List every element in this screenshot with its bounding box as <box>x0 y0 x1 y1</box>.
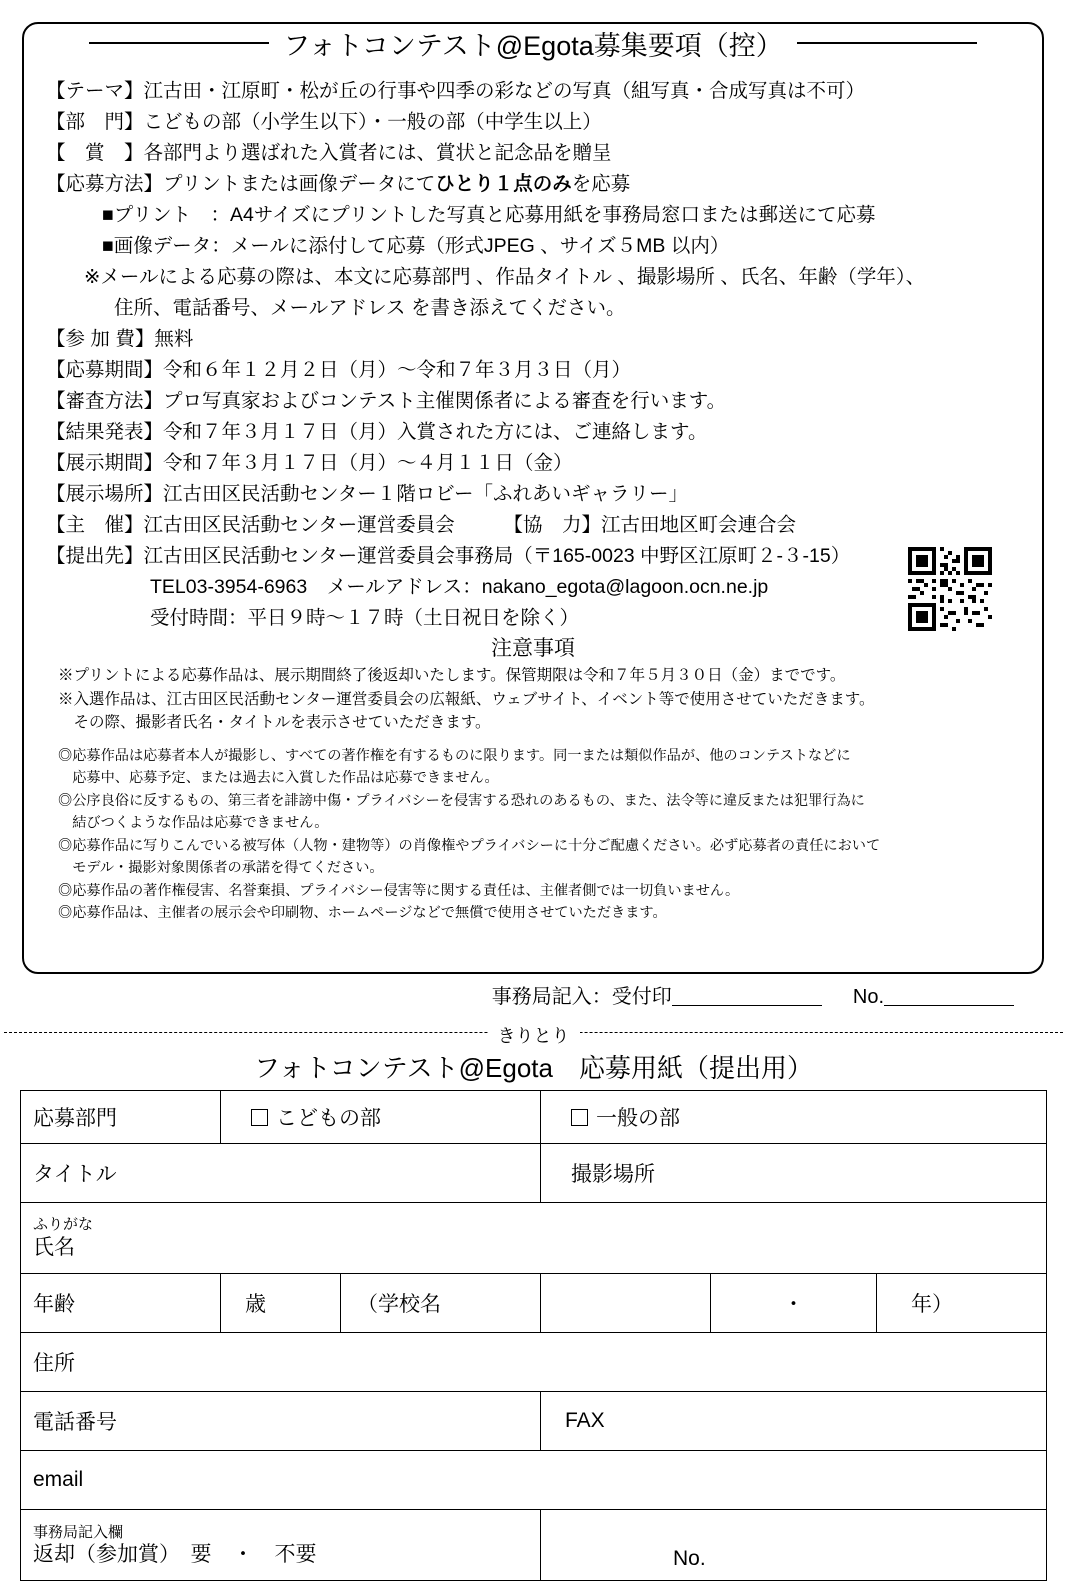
title-rule-left <box>89 42 269 44</box>
checkbox-icon[interactable] <box>251 1109 268 1126</box>
document-title-row <box>22 22 1044 64</box>
photo-place-label: 撮影場所 <box>571 1163 655 1186</box>
name-label: 氏名 <box>33 1236 75 1259</box>
furigana-label: ふりがな <box>33 1216 94 1233</box>
table-row-category <box>21 1091 1047 1144</box>
guideline-label: 【参 加 費】 <box>46 328 155 350</box>
email-field[interactable] <box>21 1451 1047 1510</box>
guideline-line-exhibit-period <box>46 448 1032 479</box>
category-child-label: こどもの部 <box>276 1107 381 1130</box>
school-field[interactable] <box>541 1274 711 1333</box>
photo-title-field[interactable] <box>21 1144 541 1203</box>
category-general-label: 一般の部 <box>596 1107 680 1130</box>
age-label: 年齢 <box>21 1274 221 1333</box>
table-row-address <box>21 1333 1047 1392</box>
guideline-text: 各部門より選ばれた入賞者には、賞状と記念品を贈呈 <box>143 142 612 164</box>
guidelines-body <box>46 76 1032 634</box>
title-rule-right <box>797 42 977 44</box>
checkbox-icon[interactable] <box>571 1109 588 1126</box>
guideline-line-division <box>46 107 1032 138</box>
table-row-email <box>21 1451 1047 1510</box>
note-line-small: ◎応募作品の著作権侵害、名誉棄損、プライバシー侵害等に関する責任は、主催者側では一切負いません。 <box>58 882 740 899</box>
table-row-office-use <box>21 1510 1047 1581</box>
guideline-text: こどもの部（小学生以下）・一般の部（中学生以上） <box>143 111 602 133</box>
guideline-line-judging <box>46 386 1032 417</box>
table-row-title <box>21 1144 1047 1203</box>
guideline-label: 【提出先】 <box>46 545 144 567</box>
guideline-line-mailnote2 <box>46 293 1032 324</box>
office-no-field[interactable] <box>541 1510 1047 1581</box>
email-label: email <box>33 1468 84 1491</box>
guideline-label: 【 賞 】 <box>46 142 144 164</box>
guideline-text: メールに添付して応募（形式JPEG 、サイズ５MB 以内） <box>230 235 730 257</box>
guideline-line-theme <box>46 76 1032 107</box>
office-no-label: No. <box>673 1547 706 1570</box>
tel-field[interactable] <box>21 1392 541 1451</box>
guideline-text: 受付時間：平日９時～１７時（土日祝日を除く） <box>150 607 580 629</box>
form-title: フォトコンテスト@Egota 応募用紙（提出用） <box>254 1053 813 1083</box>
guideline-line-results <box>46 417 1032 448</box>
application-form-table <box>20 1090 1047 1581</box>
guideline-text-tail: を応募 <box>571 173 631 195</box>
guideline-text: 江古田区民活動センター１階ロビー「ふれあいギャラリー」 <box>163 483 688 505</box>
guideline-label: 【部 門】 <box>46 111 144 133</box>
guideline-line-howto <box>46 169 1032 200</box>
note-line-small: ◎応募作品は応募者本人が撮影し、すべての著作権を有するものに限ります。同一または類似作品が、他のコンテストなどに <box>58 747 851 764</box>
note-line: ※プリントによる応募作品は、展示期間終了後返却いたします。保管期限は令和７年５月３０日（金）までです。 <box>58 667 846 684</box>
guideline-line-organizer <box>46 510 1032 541</box>
tel-label: 電話番号 <box>33 1411 117 1434</box>
note-line: その際、撮影者氏名・タイトルを表示させていただきます。 <box>58 714 491 731</box>
cut-label-wrap <box>0 1022 1067 1048</box>
office-section-label: 事務局記入欄 <box>33 1523 124 1541</box>
school-label[interactable]: （学校名 <box>341 1274 541 1333</box>
cut-label: きりとり <box>488 1026 580 1046</box>
office-no-blank[interactable] <box>884 985 1014 1006</box>
guideline-text: 無料 <box>154 328 194 350</box>
guideline-emphasis: ひとり１点のみ <box>435 173 572 195</box>
guideline-label: 【応募方法】 <box>46 173 164 195</box>
guideline-line-mailnote1 <box>46 262 1032 293</box>
table-row-name <box>21 1203 1047 1274</box>
guideline-line-hours <box>46 603 1032 634</box>
guideline-text: プロ写真家およびコンテスト主催関係者による審査を行います。 <box>163 390 727 412</box>
guideline-label: 【展示場所】 <box>46 483 164 505</box>
guideline-label: 【審査方法】 <box>46 390 164 412</box>
guideline-text: メールによる応募の際は、本文に応募部門 、作品タイトル 、撮影場所 、氏名、年齢（学年）、 <box>100 266 926 288</box>
guideline-text: 令和７年３月１７日（月）～４月１１日（金） <box>163 452 573 474</box>
age-unit: 歳 <box>221 1274 341 1333</box>
note-line-small: モデル・撮影対象関係者の承諾を得てください。 <box>58 860 384 876</box>
qr-code-icon <box>908 547 992 631</box>
category-general-option[interactable] <box>541 1091 1047 1144</box>
guideline-label: 【展示期間】 <box>46 452 164 474</box>
note-line: ※入選作品は、江古田区民活動センター運営委員会の広報紙、ウェブサイト、イベント等で使用させていただきます。 <box>58 690 875 708</box>
guideline-text: 令和６年１２月２日（月）～令和７年３月３日（月） <box>163 359 632 381</box>
guideline-line-fee <box>46 324 1032 355</box>
guideline-label: ■プリント ： <box>102 204 230 226</box>
guideline-text: プリントまたは画像データにて <box>163 173 436 195</box>
guideline-text: 江古田・江原町・松が丘の行事や四季の彩などの写真（組写真・合成写真は不可） <box>143 80 866 102</box>
table-row-age <box>21 1274 1047 1333</box>
photo-place-field[interactable] <box>541 1144 1047 1203</box>
table-row-tel-fax <box>21 1392 1047 1451</box>
guideline-line-prize <box>46 138 1032 169</box>
guideline-text: TEL03-3954-6963 メールアドレス：nakano_egota@lagoon.ocn.ne.jp <box>150 576 769 598</box>
school-year[interactable]: 年） <box>877 1274 1047 1333</box>
address-label: 住所 <box>33 1352 75 1375</box>
notes-heading: 注意事項 <box>491 637 575 660</box>
notes-gap <box>58 735 1018 745</box>
guideline-line-submit-to <box>46 541 1032 572</box>
cut-line <box>0 1022 1067 1044</box>
guideline-text: 江古田区民活動センター運営委員会 【協 力】江古田地区町会連合会 <box>143 514 796 536</box>
guideline-line-exhibit-place <box>46 479 1032 510</box>
guideline-label: ※ <box>84 266 101 288</box>
guideline-text: 江古田区民活動センター運営委員会事務局（〒165-0023 中野区江原町２-３-15） <box>143 545 851 567</box>
office-use-label: 事務局記入：受付印 <box>491 986 672 1008</box>
category-label: 応募部門 <box>21 1091 221 1144</box>
page-title: フォトコンテスト@Egota募集要項（控） <box>269 24 796 63</box>
address-field[interactable] <box>21 1333 1047 1392</box>
category-child-option[interactable] <box>221 1091 541 1144</box>
guideline-line-print <box>46 200 1032 231</box>
note-line-small: ◎公序良俗に反するもの、第三者を誹謗中傷・プライバシーを侵害する恐れのあるもの、また、法令等に違反または犯罪行為に <box>58 792 865 809</box>
guideline-text: 令和７年３月１７日（月）入賞された方には、ご連絡します。 <box>163 421 708 443</box>
office-return-field[interactable] <box>21 1510 541 1581</box>
guideline-text: 住所、電話番号、メールアドレス を書き添えてください。 <box>114 297 626 319</box>
name-field[interactable] <box>21 1203 1047 1274</box>
note-line-small: ◎応募作品に写りこんでいる被写体（人物・建物等）の肖像権やプライバシーに十分ご配慮ください。必ず応募者の責任において <box>58 837 881 854</box>
guideline-text: A4サイズにプリントした写真と応募用紙を事務局窓口または郵送にて応募 <box>230 204 876 226</box>
school-dot: ・ <box>711 1274 877 1333</box>
fax-label: FAX <box>565 1409 605 1432</box>
office-use-row <box>22 980 1044 1009</box>
guideline-label: 【主 催】 <box>46 514 144 536</box>
guideline-label: 【応募期間】 <box>46 359 164 381</box>
guideline-label: 【テーマ】 <box>46 80 144 102</box>
photo-title-label: タイトル <box>33 1163 117 1186</box>
notes-body <box>58 664 1018 925</box>
guideline-line-period <box>46 355 1032 386</box>
guideline-label: 【結果発表】 <box>46 421 164 443</box>
note-line-small: 結びつくような作品は応募できません。 <box>58 815 329 831</box>
guideline-label: ■画像データ： <box>102 235 231 257</box>
fax-field[interactable] <box>541 1392 1047 1451</box>
guideline-line-digital <box>46 231 1032 262</box>
return-label: 返却（参加賞） 要 ・ 不要 <box>33 1542 317 1566</box>
guideline-line-tel <box>46 572 1032 603</box>
office-stamp-blank[interactable] <box>672 985 822 1006</box>
office-no-label: No. <box>852 986 884 1008</box>
note-line-small: ◎応募作品は、主催者の展示会や印刷物、ホームページなどで無償で使用させていただきます。 <box>58 905 667 921</box>
note-line-small: 応募中、応募予定、または過去に入賞した作品は応募できません。 <box>58 770 499 786</box>
